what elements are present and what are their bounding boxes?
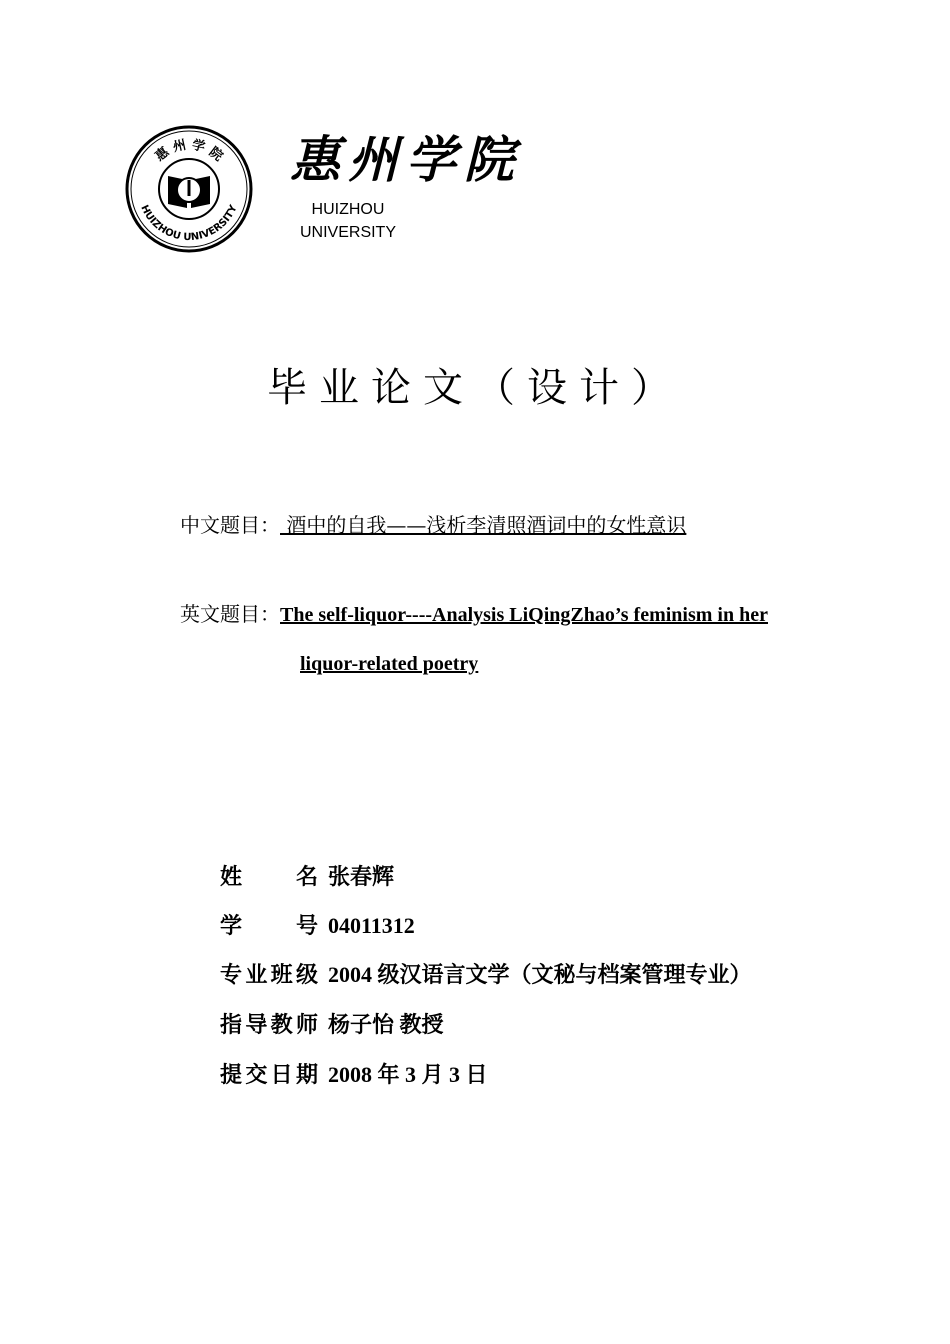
en-title-value-line2: liquor-related poetry bbox=[300, 653, 479, 675]
info-label: 专业班级 bbox=[220, 962, 318, 988]
cn-title-value: 酒中的自我——浅析李清照酒词中的女性意识 bbox=[280, 513, 687, 537]
info-row-submit-date bbox=[220, 1060, 488, 1091]
cn-title-row bbox=[180, 511, 686, 539]
en-title-label: 英文题目： bbox=[180, 602, 280, 626]
info-row-name bbox=[220, 862, 394, 893]
info-value: 2008 年 3 月 3 日 bbox=[328, 1062, 488, 1087]
cn-title-label: 中文题目： bbox=[180, 513, 280, 537]
svg-text:惠 州 学 院 bbox=[152, 137, 226, 165]
document-title: 毕业论文（设计） bbox=[267, 365, 683, 411]
info-value: 杨子怡 教授 bbox=[328, 1012, 444, 1037]
en-title-value-line1: The self-liquor----Analysis LiQingZhao’s feminism in her bbox=[280, 604, 768, 626]
university-name-cn: 惠州学院 bbox=[290, 130, 522, 189]
info-label: 学号 bbox=[220, 913, 318, 939]
info-value: 张春辉 bbox=[328, 864, 395, 889]
info-row-major-class bbox=[220, 960, 752, 991]
seal-top-text: 惠 州 学 院 bbox=[152, 137, 226, 165]
info-row-student-id bbox=[220, 911, 415, 942]
university-seal-logo bbox=[124, 124, 254, 254]
university-name-en: HUIZHOU UNIVERSITY bbox=[299, 201, 396, 241]
en-title-row-2 bbox=[300, 649, 478, 678]
svg-text:HUIZHOU UNIVERSITY bbox=[138, 203, 240, 243]
info-label: 姓名 bbox=[220, 864, 318, 890]
en-title-row bbox=[180, 600, 768, 629]
info-row-advisor bbox=[220, 1010, 444, 1041]
info-value: 2004 级汉语言文学（文秘与档案管理专业） bbox=[328, 962, 752, 987]
info-value: 04011312 bbox=[328, 913, 415, 938]
info-label: 指导教师 bbox=[220, 1012, 318, 1038]
seal-bottom-text: HUIZHOU UNIVERSITY bbox=[138, 203, 240, 244]
info-label: 提交日期 bbox=[220, 1062, 318, 1088]
